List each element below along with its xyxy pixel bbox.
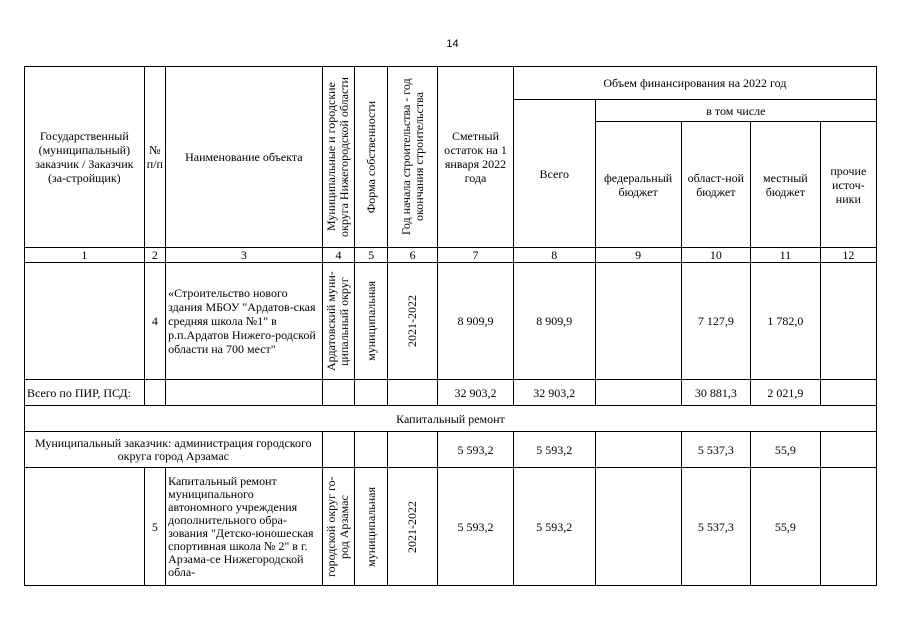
row5-total: 5 593,2 [513,468,595,586]
col-number: 3 [166,248,322,263]
total-pir-label: Всего по ПИР, ПСД: [25,380,145,406]
header-federal: федеральный бюджет [595,122,681,248]
col-number: 1 [25,248,145,263]
header-years: Год начала строительства - год окончания строительства [388,67,438,248]
row4-local: 1 782,0 [751,263,821,380]
row5-estimate: 5 593,2 [438,468,514,586]
total-regional: 30 881,3 [681,380,751,406]
header-ownership: Форма собственности [355,67,388,248]
row4-years: 2021-2022 [388,263,438,380]
row5-object-name: Капитальный ремонт муниципального автономного учреждения дополнительного обра-зования "Детско-юношеская спортивная школа № 2" в г. Арзама-се Нижегородской обла- [166,468,322,586]
row4-customer [25,263,145,380]
row4-other [820,263,876,380]
header-district: Муниципальные и городские округа Нижегородской области [322,67,355,248]
customer-federal [595,432,681,468]
customer-estimate: 5 593,2 [438,432,514,468]
table-row [25,468,877,586]
row4-district: Ардатовский муни-ципальный округ [322,263,355,380]
header-local: местный бюджет [751,122,821,248]
row4-object-name: «Строительство нового здания МБОУ "Ардатов-ская средняя школа №1" в р.п.Ардатов Нижего-родской области на 700 мест" [166,263,322,380]
total-other [820,380,876,406]
header-customer: Государственный (муниципальный) заказчик / Заказчик (за-стройщик) [25,67,145,248]
table-row [25,263,877,380]
col-number: 10 [681,248,751,263]
row4-federal [595,263,681,380]
row5-federal [595,468,681,586]
row5-years: 2021-2022 [388,468,438,586]
col-number: 5 [355,248,388,263]
column-numbers-row [25,248,877,263]
total-row [25,380,877,406]
customer-regional: 5 537,3 [681,432,751,468]
header-total: Всего [513,100,595,248]
header-including: в том числе [595,100,876,122]
customer-local: 55,9 [751,432,821,468]
col-number: 12 [820,248,876,263]
section-title: Капитальный ремонт [25,406,877,432]
col-number: 6 [388,248,438,263]
col-number: 2 [144,248,165,263]
col-number: 7 [438,248,514,263]
row5-number: 5 [144,468,165,586]
financing-table [24,66,877,586]
total-total: 32 903,2 [513,380,595,406]
customer-row [25,432,877,468]
row4-regional: 7 127,9 [681,263,751,380]
customer-total: 5 593,2 [513,432,595,468]
row5-regional: 5 537,3 [681,468,751,586]
row4-estimate: 8 909,9 [438,263,514,380]
row5-ownership: муниципальная [355,468,388,586]
page-number: 14 [446,38,459,50]
header-object-name: Наименование объекта [166,67,322,248]
row4-total: 8 909,9 [513,263,595,380]
col-number: 9 [595,248,681,263]
total-estimate: 32 903,2 [438,380,514,406]
customer-other [820,432,876,468]
row4-ownership: муниципальная [355,263,388,380]
col-number: 4 [322,248,355,263]
row5-district: городской округ го-род Арзамас [322,468,355,586]
header-other: прочие источ-ники [820,122,876,248]
customer-label: Муниципальный заказчик: администрация городского округа город Арзамас [25,432,323,468]
total-federal [595,380,681,406]
total-local: 2 021,9 [751,380,821,406]
row4-number: 4 [144,263,165,380]
row5-local: 55,9 [751,468,821,586]
header-estimate: Сметный остаток на 1 января 2022 года [438,67,514,248]
header-number: № п/п [144,67,165,248]
row5-other [820,468,876,586]
col-number: 8 [513,248,595,263]
col-number: 11 [751,248,821,263]
header-financing: Объем финансирования на 2022 год [513,67,876,100]
header-regional: област-ной бюджет [681,122,751,248]
